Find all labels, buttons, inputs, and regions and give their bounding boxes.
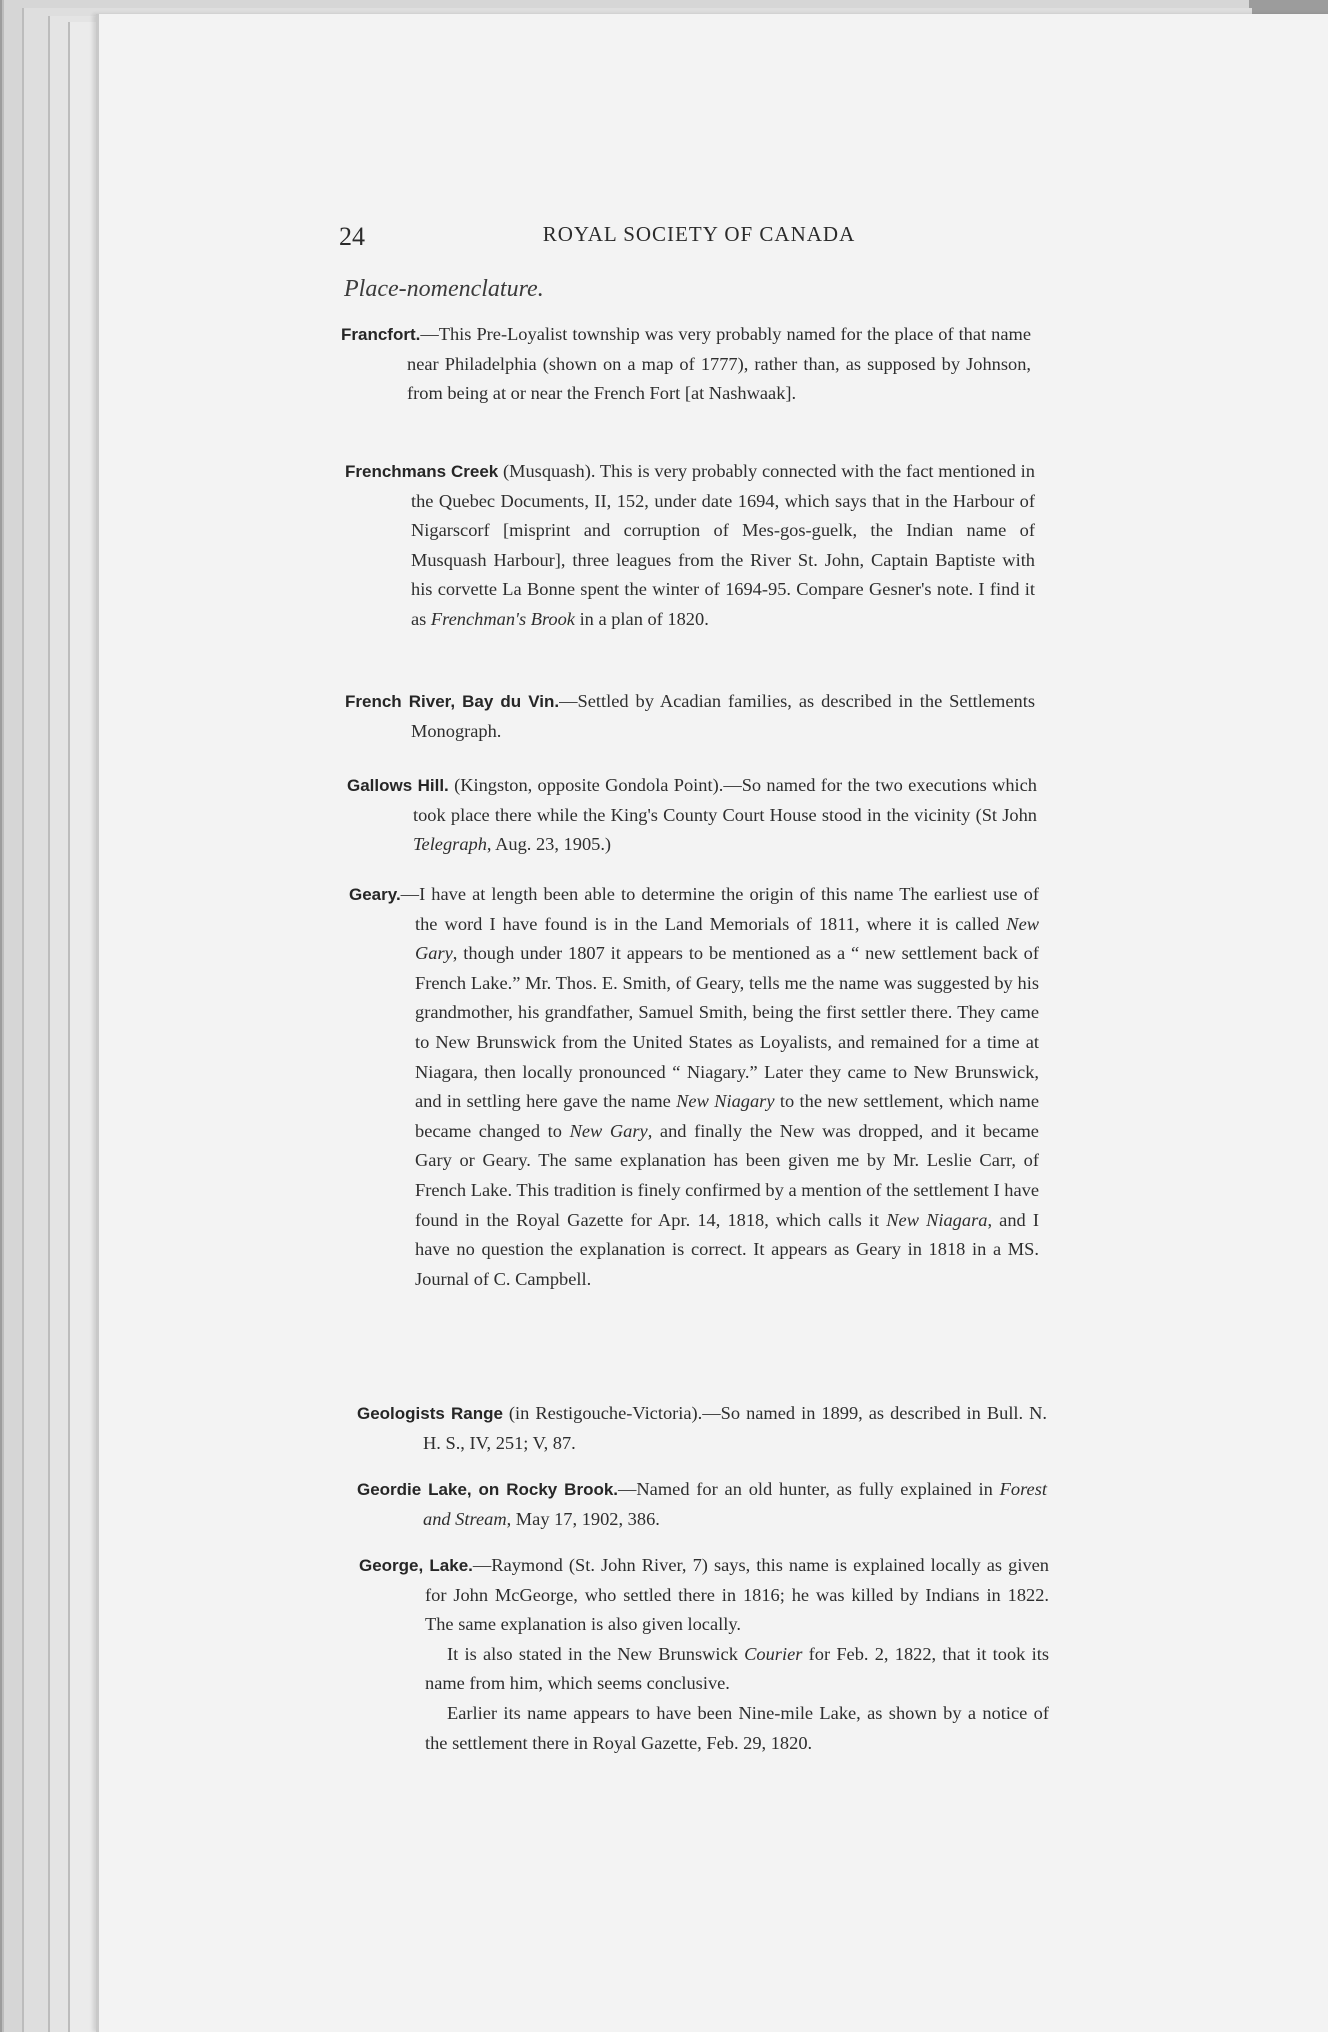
- entry-italic: Frenchman's Brook: [430, 608, 575, 629]
- entry-paragraph: [349, 880, 1039, 1294]
- entry-paragraph: [359, 1699, 1049, 1758]
- entry-frenchmans-creek: [345, 457, 1035, 635]
- entry-geordie-lake: [357, 1475, 1047, 1534]
- entry-italic: Telegraph: [413, 834, 487, 855]
- entry-body: It is also stated in the New Brunswick: [447, 1643, 745, 1664]
- entry-body: , though under 1807 it appears to be mentioned as a “ new settlement back of French Lake.” Mr. Thos. E. Smith, of Geary, tells me the name was suggested by his grandmother, his grandfather, Samuel Smith, being the first settler there. They came to New Brunswick from the United States as Loyalists, and remained for a time at Niagara, then locally pronounced “ Niagary.” Later they came to New Brunswick, and in settling here gave the name: [415, 943, 1039, 1112]
- entry-body: , and I have no question the explanation is correct. It appears as Geary in 1818 in a MS. Journal of C. Campbell.: [415, 1209, 1039, 1289]
- entry-paragraph: [347, 771, 1037, 860]
- entry-body: , and finally the New was dropped, and it became Gary or Geary. The same explanation has been given me by Mr. Leslie Carr, of French Lake. This tradition is finely confirmed by a mention of the settlement I have found in the Royal Gazette for Apr. 14, 1818, which calls it: [415, 1120, 1039, 1230]
- entry-body: (in Restigouche-Victoria).—So named in 1899, as described in Bull. N. H. S., IV, 251; V, 87.: [423, 1403, 1048, 1453]
- entry-body: —Settled by Acadian families, as described in the Settlements Monograph.: [411, 691, 1035, 741]
- entry-paragraph: [357, 1475, 1047, 1534]
- entry-term: Geary.: [349, 885, 401, 904]
- entry-paragraph: [359, 1640, 1049, 1699]
- entry-body: for Feb. 2, 1822, that it took its name from him, which seems conclusive.: [425, 1643, 1049, 1694]
- entry-italic: New Gary: [415, 913, 1039, 964]
- entry-term: Gallows Hill.: [347, 776, 449, 795]
- entry-francfort: [341, 320, 1031, 409]
- entry-gallows-hill: [347, 771, 1037, 860]
- entry-body: —Named for an old hunter, as fully explained in: [618, 1479, 1000, 1499]
- entry-body: —This Pre-Loyalist township was very probably named for the place of that name near Philadelphia (shown on a map of 1777), rather than, as supposed by Johnson, from being at or near the French Fort [at Nashwaak].: [407, 324, 1031, 404]
- running-title: ROYAL SOCIETY OF CANADA: [542, 222, 856, 246]
- entry-term: Geologists Range: [357, 1404, 503, 1423]
- entry-body: (Kingston, opposite Gondola Point).—So named for the two executions which took place there while the King's County Court House stood in the vicinity (St John: [413, 775, 1037, 825]
- entry-paragraph: [345, 687, 1035, 746]
- page-header: [339, 222, 1059, 258]
- page-number: 24: [339, 222, 365, 251]
- entry-body: Earlier its name appears to have been Nine-mile Lake, as shown by a notice of the settlement there in Royal Gazette, Feb. 29, 1820.: [425, 1702, 1049, 1753]
- entry-term: Francfort.: [341, 325, 421, 344]
- entry-body: , May 17, 1902, 386.: [506, 1508, 660, 1529]
- entry-geary: [349, 880, 1039, 1294]
- entry-italic: Forest and Stream: [423, 1479, 1047, 1529]
- entry-italic: New Niagary: [676, 1091, 775, 1112]
- book-page: [96, 14, 1328, 2032]
- entry-term: French River, Bay du Vin.: [345, 692, 560, 711]
- section-title: Place-nomenclature.: [344, 276, 544, 302]
- entry-body: —Raymond (St. John River, 7) says, this name is explained locally as given for John McGeorge, who settled there in 1816; he was killed by Indians in 1822. The same explanation is also given locally.: [425, 1555, 1050, 1635]
- entry-paragraph: [345, 457, 1035, 635]
- entry-paragraph: [357, 1399, 1047, 1458]
- entry-body: (Musquash). This is very probably connected with the fact mentioned in the Quebec Documents, II, 152, under date 1694, which says that in the Harbour of Nigarscorf [misprint and corruption of Mes-gos-guelk, the Indian name of Musquash Harbour], three leagues from the River St. John, Captain Baptiste with his corvette La Bonne spent the winter of 1694-95. Compare Gesner's note. I find it as: [411, 461, 1035, 629]
- entry-body: —I have at length been able to determine the origin of this name The earliest use of the word I have found is in the Land Memorials of 1811, where it is called: [400, 884, 1039, 934]
- entry-italic: Courier: [744, 1643, 803, 1664]
- entry-term: George, Lake.: [359, 1556, 473, 1575]
- entry-body: to the new settlement, which name became changed to: [415, 1091, 1040, 1141]
- entry-george-lake: [359, 1551, 1049, 1758]
- entry-term: Geordie Lake, on Rocky Brook.: [357, 1480, 619, 1499]
- entry-body: , Aug. 23, 1905.): [486, 834, 612, 855]
- entry-term: Frenchmans Creek: [345, 462, 499, 481]
- entry-french-river: [345, 687, 1035, 746]
- entry-geologists-range: [357, 1399, 1047, 1458]
- entry-body: in a plan of 1820.: [574, 608, 709, 629]
- entry-italic: New Gary: [569, 1120, 648, 1141]
- entry-paragraph: [341, 320, 1031, 409]
- entry-paragraph: [359, 1551, 1049, 1640]
- entry-italic: New Niagara: [886, 1209, 988, 1230]
